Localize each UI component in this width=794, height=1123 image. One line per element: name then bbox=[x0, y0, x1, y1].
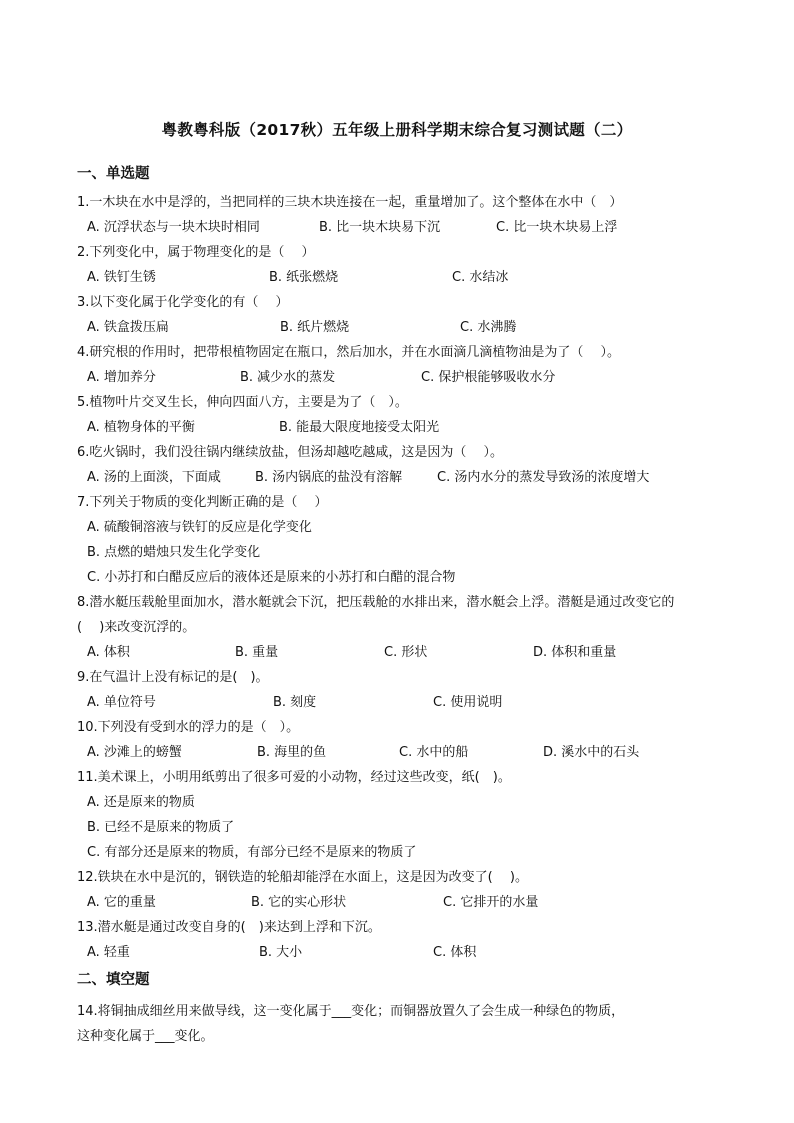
question-14-continuation: 这种变化属于___变化。 bbox=[77, 1029, 214, 1044]
option-b: B. 纸张燃烧 bbox=[269, 270, 339, 285]
option-a: A. 它的重量 bbox=[87, 895, 156, 910]
option-b: B. 已经不是原来的物质了 bbox=[87, 820, 235, 835]
option-a: A. 轻重 bbox=[87, 945, 130, 960]
option-b: B. 汤内锅底的盐没有溶解 bbox=[255, 470, 403, 485]
option-c: C. 比一块木块易上浮 bbox=[496, 220, 618, 235]
option-a: A. 增加养分 bbox=[87, 370, 156, 385]
question-13-options bbox=[0, 944, 794, 962]
option-a: A. 沉浮状态与一块木块时相同 bbox=[87, 220, 260, 235]
question-3-options bbox=[0, 319, 794, 337]
question-5-options bbox=[0, 419, 794, 437]
option-c: C. 体积 bbox=[433, 945, 477, 960]
section-heading-single-choice: 一、单选题 bbox=[77, 166, 150, 182]
option-a: A. 汤的上面淡，下面咸 bbox=[87, 470, 221, 485]
option-b: B. 能最大限度地接受太阳光 bbox=[279, 420, 440, 435]
option-b: B. 大小 bbox=[259, 945, 303, 960]
question-2-options bbox=[0, 269, 794, 287]
question-6: 6.吃火锅时，我们没往锅内继续放盐，但汤却越吃越咸，这是因为（ ）。 bbox=[77, 445, 504, 460]
option-a: A. 沙滩上的螃蟹 bbox=[87, 745, 182, 760]
question-7-option-a-row bbox=[0, 519, 794, 537]
option-a: A. 体积 bbox=[87, 645, 130, 660]
option-d: D. 体积和重量 bbox=[533, 645, 617, 660]
option-a: A. 硫酸铜溶液与铁钉的反应是化学变化 bbox=[87, 520, 312, 535]
question-5: 5.植物叶片交叉生长，伸向四面八方，主要是为了（ ）。 bbox=[77, 395, 408, 410]
option-b: B. 纸片燃烧 bbox=[280, 320, 350, 335]
question-1-options bbox=[0, 219, 794, 237]
option-c: C. 有部分还是原来的物质，有部分已经不是原来的物质了 bbox=[87, 845, 417, 860]
question-11-option-a-row bbox=[0, 794, 794, 812]
question-4-options bbox=[0, 369, 794, 387]
option-b: B. 它的实心形状 bbox=[251, 895, 347, 910]
question-8-options bbox=[0, 644, 794, 662]
page-title: 粤教粤科版（2017秋）五年级上册科学期末综合复习测试题（二） bbox=[161, 121, 633, 139]
option-b: B. 刻度 bbox=[273, 695, 317, 710]
option-d: D. 溪水中的石头 bbox=[543, 745, 640, 760]
question-3: 3.以下变化属于化学变化的有（ ） bbox=[77, 295, 289, 310]
question-10: 10.下列没有受到水的浮力的是（ ）。 bbox=[77, 720, 300, 735]
option-b: B. 减少水的蒸发 bbox=[240, 370, 336, 385]
option-a: A. 单位符号 bbox=[87, 695, 156, 710]
option-c: C. 水沸腾 bbox=[460, 320, 517, 335]
option-b: B. 重量 bbox=[235, 645, 279, 660]
question-4: 4.研究根的作用时，把带根植物固定在瓶口，然后加水，并在水面滴几滴植物油是为了（ ）。 bbox=[77, 345, 621, 360]
question-7-option-b-row bbox=[0, 544, 794, 562]
option-a: A. 植物身体的平衡 bbox=[87, 420, 195, 435]
question-9: 9.在气温计上没有标记的是( )。 bbox=[77, 670, 269, 685]
option-c: C. 水结冰 bbox=[452, 270, 509, 285]
question-13: 13.潜水艇是通过改变自身的( )来达到上浮和下沉。 bbox=[77, 920, 381, 935]
option-a: A. 铁盒拨压扁 bbox=[87, 320, 169, 335]
question-10-options bbox=[0, 744, 794, 762]
option-b: B. 比一块木块易下沉 bbox=[319, 220, 441, 235]
question-11-option-c-row bbox=[0, 844, 794, 862]
question-14: 14.将铜抽成细丝用来做导线，这一变化属于___变化；而铜器放置久了会生成一种绿色的物质， bbox=[77, 1004, 625, 1019]
question-1: 1.一木块在水中是浮的，当把同样的三块木块连接在一起，重量增加了。这个整体在水中（ ） bbox=[77, 195, 623, 210]
question-7: 7.下列关于物质的变化判断正确的是（ ） bbox=[77, 495, 328, 510]
question-2: 2.下列变化中，属于物理变化的是（ ） bbox=[77, 245, 315, 260]
option-c: C. 形状 bbox=[384, 645, 428, 660]
option-a: A. 还是原来的物质 bbox=[87, 795, 195, 810]
question-11-option-b-row bbox=[0, 819, 794, 837]
option-c: C. 使用说明 bbox=[433, 695, 503, 710]
option-a: A. 铁钉生锈 bbox=[87, 270, 156, 285]
question-8: 8.潜水艇压载舱里面加水，潜水艇就会下沉，把压载舱的水排出来，潜水艇会上浮。潜艇是通过改变它的 bbox=[77, 595, 675, 610]
option-b: B. 海里的鱼 bbox=[257, 745, 327, 760]
question-9-options bbox=[0, 694, 794, 712]
section-heading-fill-in: 二、填空题 bbox=[77, 972, 150, 988]
option-c: C. 保护根能够吸收水分 bbox=[421, 370, 556, 385]
question-12-options bbox=[0, 894, 794, 912]
option-b: B. 点燃的蜡烛只发生化学变化 bbox=[87, 545, 261, 560]
question-7-option-c-row bbox=[0, 569, 794, 587]
option-c: C. 水中的船 bbox=[399, 745, 469, 760]
question-8-continuation: ( )来改变沉浮的。 bbox=[77, 620, 196, 635]
question-12: 12.铁块在水中是沉的，钢铁造的轮船却能浮在水面上，这是因为改变了( )。 bbox=[77, 870, 528, 885]
option-c: C. 汤内水分的蒸发导致汤的浓度增大 bbox=[437, 470, 650, 485]
question-6-options bbox=[0, 469, 794, 487]
option-c: C. 它排开的水量 bbox=[443, 895, 539, 910]
option-c: C. 小苏打和白醋反应后的液体还是原来的小苏打和白醋的混合物 bbox=[87, 570, 456, 585]
question-11: 11.美术课上，小明用纸剪出了很多可爱的小动物，经过这些改变，纸( )。 bbox=[77, 770, 511, 785]
